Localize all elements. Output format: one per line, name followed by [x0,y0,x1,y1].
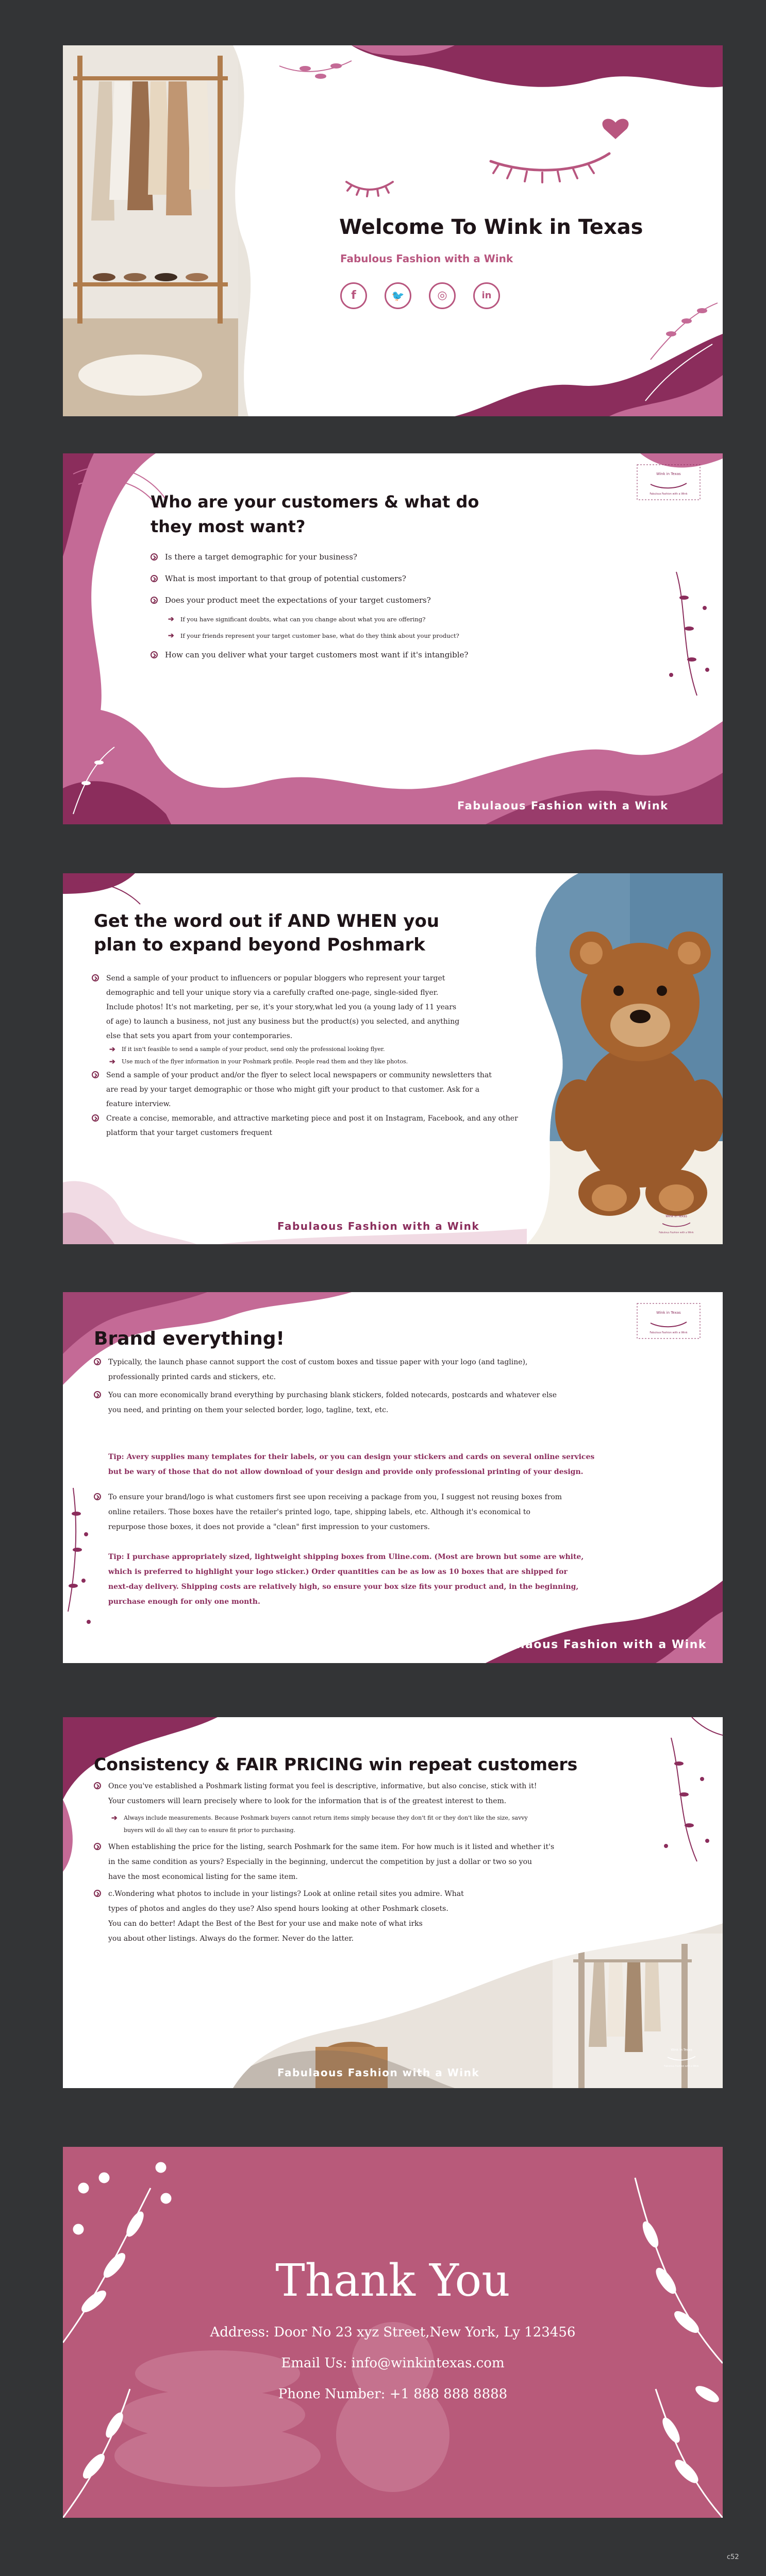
slide-brand [63,1292,723,1663]
slide-thank-you [63,2147,723,2518]
list-item: ➔ Always include measurements. Because Poshmark buyers cannot return items simply because they don't fit or they don't like the size, savvy buyers will do all they can to ensure fit prior to purchasing. [111,1814,528,1834]
svg-text:Fabulous Fashion with a Wink: Fabulous Fashion with a Wink [664,2065,699,2068]
list-item: Create a concise, memorable, and attractive marketing piece and post it on Instagram, Facebook, and any other platform that your target customers frequent [92,1111,587,1140]
bullet-list [92,971,587,1140]
slide-welcome [63,45,723,416]
brand-logo [635,463,702,502]
svg-text:Fabulous Fashion with a Wink: Fabulous Fashion with a Wink [659,1231,694,1234]
list-item: ➔ Use much of the flyer information in your Poshmark profile. People read them and they like photos. [109,1058,408,1066]
slide-customers [63,453,723,824]
slide-footer: Fabulaous Fashion with a Wink [277,1220,480,1232]
tip-text: Tip: Avery supplies many templates for their labels, or you can design your stickers and cards on several online services but be wary of those that do not allow download of your design and provide only professional printing of your design. [108,1453,595,1476]
list-item: When establishing the price for the listing, search Poshmark for the same item. For how much is it listed and whether it's in the same condition as yours? Especially in the beginning, undercut the competition by just a dollar or two so you have the most economical listing for the same item. [94,1840,702,1885]
bullet-list [94,1779,702,1946]
list-item: You can more economically brand everything by purchasing blank stickers, folded notecards, postcards and whatever else you need, and printing on them your selected border, logo, tagline, text, etc. [94,1388,702,1418]
linkedin-icon[interactable]: in [473,282,500,309]
svg-text:Wink in Texas: Wink in Texas [656,1311,681,1315]
svg-text:Fabulous Fashion with a Wink: Fabulous Fashion with a Wink [650,1331,688,1334]
slide-footer: Fabulaous Fashion with a Wink [487,1638,707,1651]
instagram-icon[interactable]: ◎ [429,282,456,309]
list-item: c.Wondering what photos to include in your listings? Look at online retail sites you admire. What types of photos and angles do they use? Also spend hours looking at other Poshmark closets. You can do better! Adapt the Best of the Best for your use and make note of what irks you about other listings. Always do the former. Never do the latter. [94,1887,702,1946]
list-item: Typically, the launch phase cannot support the cost of custom boxes and tissue paper with your logo (and tagline), professionally printed cards and stickers, etc. [94,1355,702,1385]
list-item: ➔ If you have significant doubts, what can you change about what you are offering? [168,615,426,623]
welcome-subtitle: Fabulous Fashion with a Wink [340,252,513,265]
list-item: Send a sample of your product and/or the flyer to select local newspapers or community newsletters that are read by your target demographic or those who might gift your product to that customer. Ask for a feature interview. [92,1068,587,1111]
thank-you-title: Thank You [275,2255,510,2307]
contact-phone[interactable]: Phone Number: +1 888 888 8888 [278,2386,508,2402]
list-item: What is most important to that group of potential customers? [151,568,614,589]
brand-logo [651,1208,702,1239]
list-item: Is there a target demographic for your business? [151,546,614,568]
bullet-list [94,1490,702,1535]
svg-text:Wink in Texas: Wink in Texas [656,472,681,476]
list-item: Send a sample of your product to influencers or popular bloggers who represent your target demographic and tell your unique story via a carefully crafted one-page, single-sided flyer. Include photos! It's not marketing, per se, it's your story,what led you (a young lady of 11 years of age) to launch a business, not just any business but the product(s) you selected, and anything else that sets you apart from your contemporaries. [92,971,587,1043]
tip-text: Tip: I purchase appropriately sized, lightweight shipping boxes from Uline.com. (Most are brown but some are white, which is preferred to highlight your logo sticker.) Order quantities can be as low as 10 boxes that are shipped for next-day delivery. Shipping costs are relatively high, so ensure your box size fits your product and, in the beginning, purchase enough for only one month. [108,1553,584,1606]
welcome-title: Welcome To Wink in Texas [339,215,643,239]
slide-footer: Fabulaous Fashion with a Wink [457,800,669,812]
list-item: How can you deliver what your target customers most want if it's intangible? [151,644,614,666]
bullet-list [151,546,614,666]
list-item: To ensure your brand/logo is what customers first see upon receiving a package from you, I suggest not reusing boxes from online retailers. Those boxes have the retailer's printed logo, tape, shipping labels, etc. Although it's economical to repurpose those boxes, it does not provide a "clean" first impression to your customers. [94,1490,702,1535]
svg-text:Fabulous Fashion with a Wink: Fabulous Fashion with a Wink [650,493,688,496]
bullet-list [94,1355,702,1418]
list-item: ➔ If it isn't feasible to send a sample of your product, send only the professional looking flyer. [109,1045,385,1054]
svg-text:Wink in Texas: Wink in Texas [671,2048,692,2052]
svg-text:Wink in Texas: Wink in Texas [665,1214,687,1218]
slide-footer: Fabulaous Fashion with a Wink [277,2066,480,2079]
contact-email[interactable]: Email Us: info@winkintexas.com [281,2355,505,2371]
list-item: Once you've established a Poshmark listing format you feel is descriptive, informative, but also concise, stick with it! Your customers will learn precisely where to look for the information that is of the greatest interest to them. [94,1779,702,1809]
slide-title: Brand everything! [94,1328,285,1349]
slide-word-out [63,873,723,1244]
contact-address: Address: Door No 23 xyz Street,New York, Ly 123456 [210,2325,576,2340]
slide-title: Consistency & FAIR PRICING win repeat customers [94,1754,578,1774]
slide-consistency [63,1717,723,2088]
slide-title: Get the word out if AND WHEN you plan to expand beyond Poshmark [94,911,440,955]
facebook-icon[interactable]: f [340,282,367,309]
brand-logo [635,1301,702,1341]
page-number: c52 [727,2553,739,2561]
twitter-icon[interactable]: 🐦 [385,282,411,309]
list-item: ➔ If your friends represent your target customer base, what do they think about your product? [168,632,459,640]
list-item: Does your product meet the expectations of your target customers? [151,589,614,611]
brand-logo [656,2042,707,2073]
slide-title: Who are your customers & what do they most want? [151,492,479,536]
